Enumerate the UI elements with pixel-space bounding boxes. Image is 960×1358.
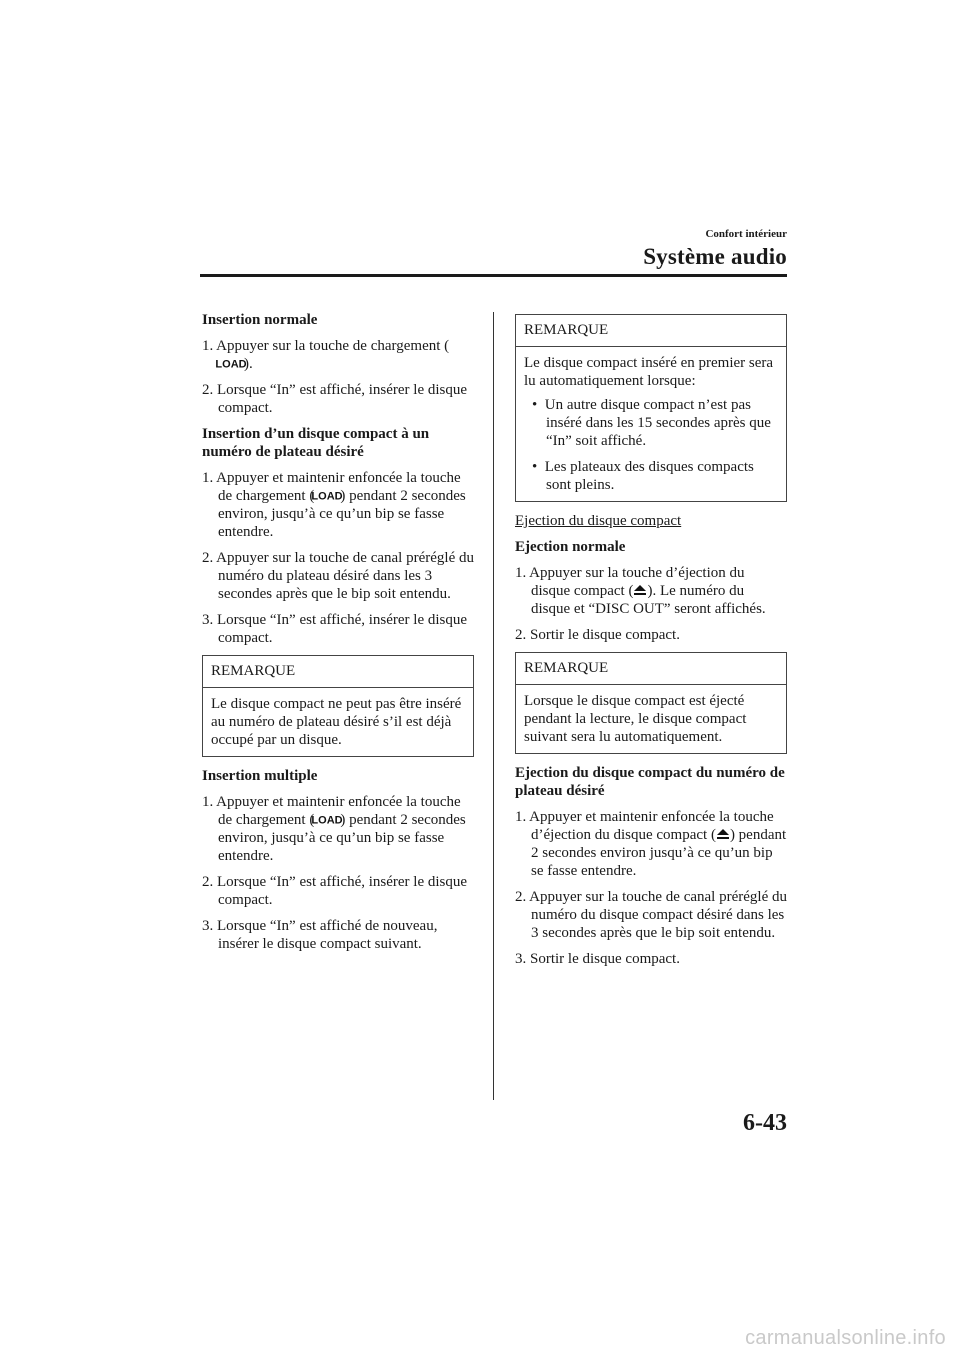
note-title: REMARQUE [516,653,786,685]
step-text: 1. Appuyer et maintenir enfoncée la touche de chargement ( [202,794,461,828]
heading-insertion-multiple: Insertion multiple [202,768,318,784]
step: 3. Sortir le disque compact. [515,951,680,967]
watermark: carmanualsonline.info [745,1327,946,1349]
heading-ejection-normale: Ejection normale [515,539,626,555]
section-label: Confort intérieur [705,228,787,240]
note-body [516,347,786,501]
heading-insertion-normale: Insertion normale [202,312,318,328]
eject-icon [633,584,647,596]
step-text: 1. Appuyer sur la touche de chargement ( [202,338,450,354]
step [202,793,474,865]
svg-text:LOAD: LOAD [311,490,343,503]
heading-ejection-plateau: Ejection du disque compact du numéro de plateau désiré [515,765,785,799]
step: 2. Lorsque “In” est affiché, insérer le disque compact. [202,874,468,908]
left-column [202,311,474,961]
note-bullet: • Les plateaux des disques compacts sont pleins. [532,459,754,493]
load-icon [311,813,343,827]
step-text: ). [244,356,253,372]
step-text: ) pendant 2 secondes environ jusqu’à ce qu’un bip se fasse entendre. [531,827,787,879]
column-divider [493,312,494,1100]
page-title: Système audio [643,244,787,269]
header-rule [200,274,787,277]
step-text: 1. Appuyer sur la touche d’éjection du disque compact ( [515,565,745,599]
step: 3. Lorsque “In” est affiché de nouveau, insérer le disque compact suivant. [202,918,438,952]
note-box [202,655,474,757]
note-text: Lorsque le disque compact est éjecté pendant la lecture, le disque compact suivant sera lu automatiquement. [524,693,747,745]
step-text: ). Le numéro du disque et “DISC OUT” seront affichés. [531,583,766,617]
section-heading-ejection: Ejection du disque compact [515,513,682,529]
note-text: Le disque compact ne peut pas être inséré au numéro de plateau désiré s’il est déjà occupé par un disque. [211,696,462,748]
heading-insertion-plateau: Insertion d’un disque compact à un numéro de plateau désiré [202,426,430,460]
step: 2. Appuyer sur la touche de canal préréglé du numéro du plateau désiré dans les 3 secondes après que le bip soit entendu. [202,550,474,602]
page-number: 6-43 [743,1110,787,1136]
step [515,808,787,880]
note-box [515,314,787,502]
step-text: 1. Appuyer et maintenir enfoncée la touche d’éjection du disque compact ( [515,809,774,843]
note-body [203,688,473,756]
step [202,469,474,541]
note-box [515,652,787,754]
step: 3. Lorsque “In” est affiché, insérer le disque compact. [202,612,468,646]
step-text: ) pendant 2 secondes environ, jusqu’à ce qu’un bip se fasse entendre. [218,812,466,864]
step [515,564,787,618]
right-column [515,314,787,976]
load-icon [311,489,343,503]
note-bullet: • Un autre disque compact n’est pas inséré dans les 15 secondes après que “In” soit affiché. [532,397,771,449]
eject-icon [716,828,730,840]
step-text: 1. Appuyer et maintenir enfoncée la touche de chargement ( [202,470,461,504]
load-icon [215,357,247,371]
note-body [516,685,786,753]
note-text: Le disque compact inséré en premier sera lu automatiquement lorsque: [524,355,774,389]
svg-text:LOAD: LOAD [311,814,343,827]
step: 2. Sortir le disque compact. [515,627,680,643]
step-text: ) pendant 2 secondes environ, jusqu’à ce qu’un bip se fasse entendre. [218,488,466,540]
step [202,337,474,373]
step: 2. Appuyer sur la touche de canal préréglé du numéro du disque compact désiré dans les 3 secondes après que le bip soit entendu. [515,889,787,941]
note-title: REMARQUE [203,656,473,688]
step: 2. Lorsque “In” est affiché, insérer le disque compact. [202,382,468,416]
note-title: REMARQUE [516,315,786,347]
svg-text:LOAD: LOAD [215,358,247,371]
